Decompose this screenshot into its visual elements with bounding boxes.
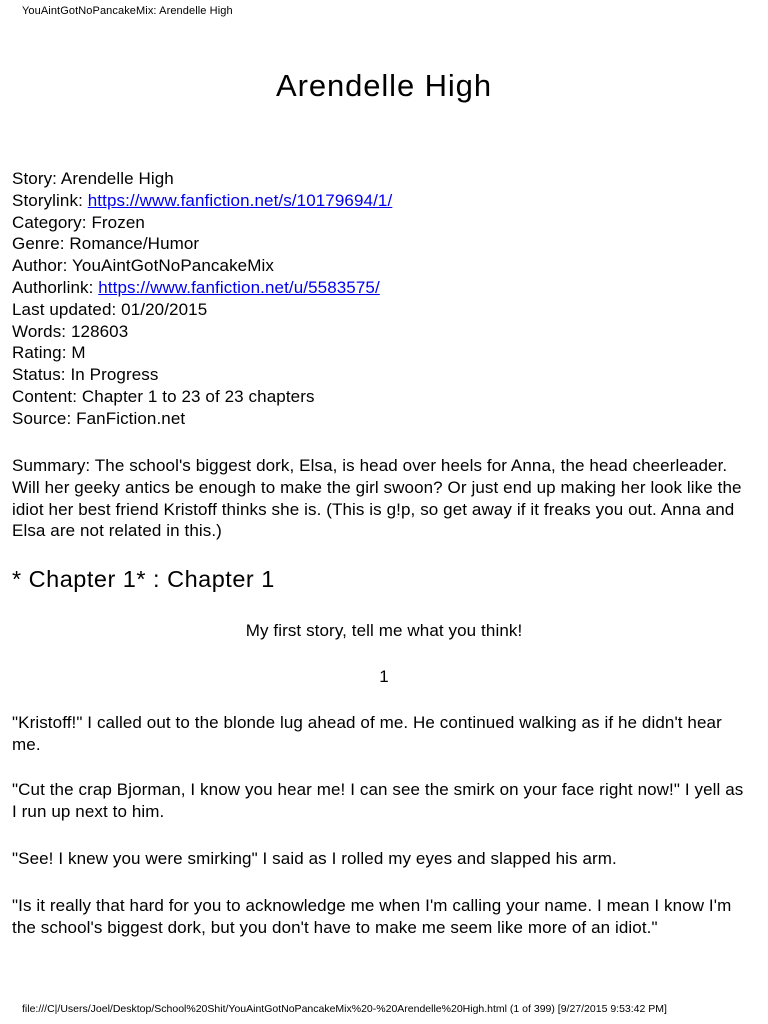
meta-value: 128603 [70,321,129,341]
meta-value: FanFiction.net [76,408,186,428]
story-paragraph: "Cut the crap Bjorman, I know you hear me! I can see the smirk on your face right now!" I yell as I run up next to him. [12,780,744,821]
chapter-number: 1 [379,667,389,686]
summary-text: The school's biggest dork, Elsa, is head over heels for Anna, the head cheerleader. Will her geeky antics be enough to make the girl swoon? Or just end up making her look like the idiot her best friend Kristoff thinks she is. (This is g!p, so get away if it freaks you out. Anna and Elsa are not related in this.) [12,456,742,541]
meta-value: M [71,343,86,363]
meta-author [12,255,752,277]
meta-value: Romance/Humor [69,234,200,254]
meta-storylink [12,190,752,212]
meta-value: 01/20/2015 [121,299,208,319]
meta-value: Frozen [91,212,145,232]
storylink-link[interactable]: https://www.fanfiction.net/s/10179694/1/ [87,190,393,210]
meta-genre [12,233,752,255]
meta-rating [12,342,752,364]
meta-words [12,321,752,343]
meta-label: Source: [12,408,72,428]
meta-source [12,408,752,430]
story-paragraph: "Kristoff!" I called out to the blonde lug ahead of me. He continued walking as if he didn't hear me. [12,713,722,754]
meta-label: Author: [12,256,68,276]
meta-content [12,386,752,408]
summary-label: Summary: [12,456,91,475]
meta-value: Chapter 1 to 23 of 23 chapters [81,386,315,406]
chapter-intro: My first story, tell me what you think! [245,621,523,640]
chapter-heading: * Chapter 1* : Chapter 1 [12,566,275,592]
meta-label: Rating: [12,343,67,363]
story-paragraph: "Is it really that hard for you to acknowledge me when I'm calling your name. I mean I know I'm the school's biggest dork, but you don't have to make me seem like more of an idiot." [12,896,732,937]
meta-value: YouAintGotNoPancakeMix [72,256,274,276]
print-footer: file:///C|/Users/Joel/Desktop/School%20Shit/YouAintGotNoPancakeMix%20-%20Arendelle%20High.html (1 of 399) [9/27/2015 9:53:42 PM] [22,1003,667,1015]
meta-label: Status: [12,365,66,385]
meta-label: Genre: [12,234,65,254]
authorlink-link[interactable]: https://www.fanfiction.net/u/5583575/ [98,277,380,297]
meta-label: Content: [12,386,78,406]
story-metadata [12,168,752,430]
meta-value: Arendelle High [60,169,174,188]
story-summary [12,455,752,542]
meta-status [12,364,752,386]
meta-label: Words: [12,321,67,341]
meta-label: Storylink: [12,190,83,210]
meta-label: Authorlink: [12,277,94,297]
meta-label: Story: [12,169,58,188]
meta-label: Last updated: [12,299,117,319]
meta-authorlink [12,277,752,299]
meta-updated [12,299,752,321]
meta-label: Category: [12,212,87,232]
print-header: YouAintGotNoPancakeMix: Arendelle High [22,5,233,17]
meta-story [12,168,752,190]
meta-category [12,212,752,234]
meta-value: In Progress [70,365,159,385]
page-title: Arendelle High [276,68,492,103]
story-paragraph: "See! I knew you were smirking" I said as I rolled my eyes and slapped his arm. [12,849,617,868]
